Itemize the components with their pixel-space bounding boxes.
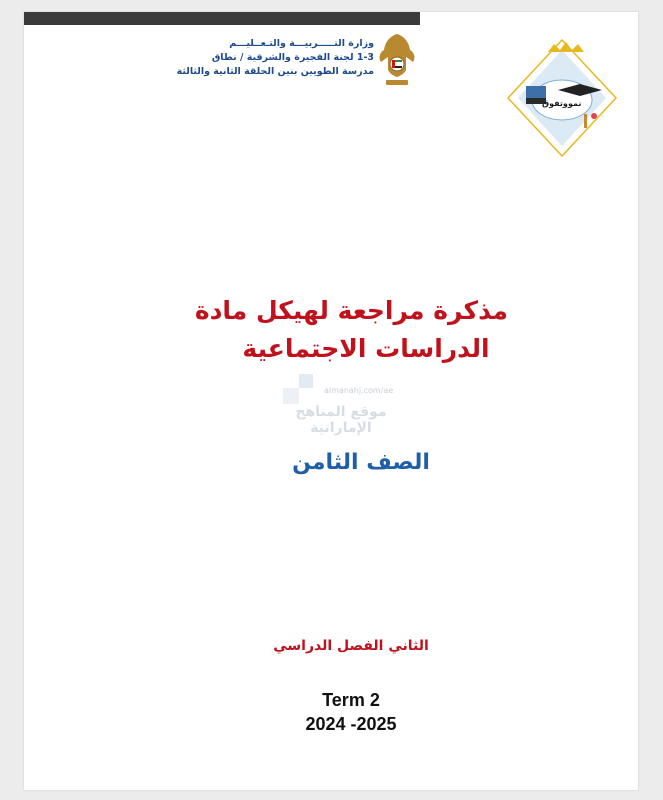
school-name: مدرسة الطويين بنين الحلقة الثانية والثالثة	[176, 66, 374, 77]
title-line-1: مذكرة مراجعة لهيكل مادة	[194, 296, 508, 325]
term-years: 2024 -2025	[305, 714, 397, 734]
watermark-url: almanahj.com/ae	[324, 386, 394, 395]
badge-word-right: نمو	[568, 99, 582, 108]
ministry-name: وزارة التـــــربيـــة والتـعــليـــم	[229, 38, 374, 49]
badge-word-left: وتفوق	[542, 99, 568, 108]
document-title	[24, 292, 638, 368]
semester-label: الثاني الفصل الدراسي	[273, 638, 429, 654]
school-badge-icon	[502, 34, 622, 162]
watermark-label: موقع المناهج الإماراتية	[295, 404, 387, 436]
top-bar	[24, 12, 420, 25]
ministry-header	[177, 37, 374, 79]
document-page	[24, 12, 638, 790]
term-label: Term 2	[322, 690, 380, 710]
title-line-2: الدراسات الاجتماعية	[242, 334, 490, 363]
uae-emblem-icon	[376, 30, 418, 88]
term-block	[24, 688, 638, 736]
grade-label: الصف الثامن	[292, 450, 430, 475]
committee-name: 1-3 لجنة الفجيرة والشرقية / نطاق	[211, 52, 374, 63]
